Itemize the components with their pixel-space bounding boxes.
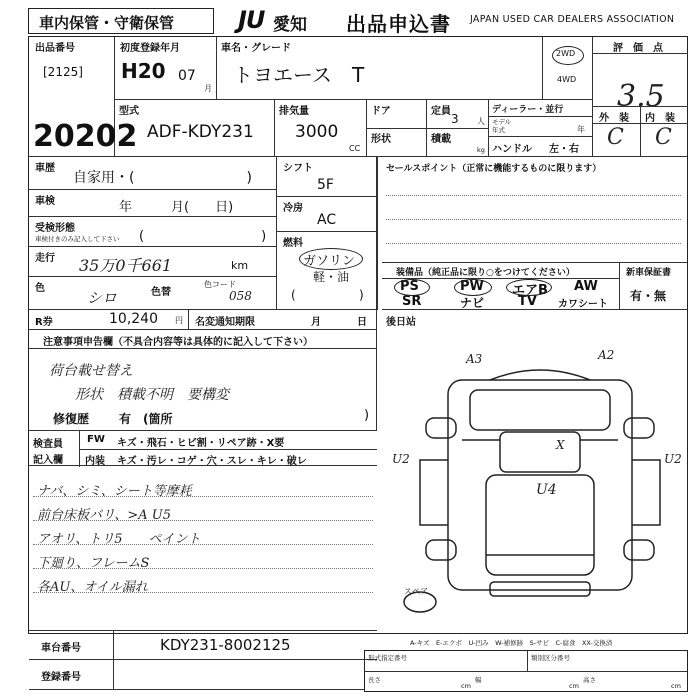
reception-value: ( )	[139, 229, 267, 244]
equipment-label: 装備品（純正品に限り○をつけてください）	[396, 268, 575, 278]
reception-row	[29, 217, 277, 247]
score-label: 評 価 点	[613, 43, 663, 54]
registration-label: 登録番号	[41, 672, 81, 683]
displacement-cell	[275, 100, 367, 157]
ju-logo: JU	[238, 6, 265, 34]
equip-navi: ナビ	[460, 296, 485, 310]
dealer-label: ディーラー・並行	[492, 105, 564, 115]
length-unit: cm	[461, 682, 471, 690]
chassis-value: KDY231-8002125	[160, 636, 291, 654]
aircon-label: 冷房	[283, 203, 303, 214]
color-value: シロ	[87, 289, 118, 307]
model-cell	[115, 100, 275, 157]
model-cert-label: 形式指定番号	[368, 654, 407, 662]
equip-tv: TV	[518, 294, 537, 309]
score-cell	[592, 37, 687, 157]
notes-label: 注意事項申告欄（不具合内容等は具体的に記入して下さい）	[43, 337, 313, 348]
inspection-label: 車検	[35, 196, 55, 207]
score-int-label: 内 装	[645, 113, 675, 124]
hand-note-3: アオリ、トリ5 ペイント	[37, 532, 201, 547]
first-reg-era: H20	[121, 59, 166, 83]
lot-number: 20202	[33, 119, 138, 154]
color-change-label: 色替	[151, 287, 171, 298]
displacement-unit: CC	[349, 144, 361, 153]
warranty-value: 有・無	[630, 289, 667, 303]
inspection-row	[29, 190, 277, 217]
dealer-cell	[489, 100, 592, 157]
rear-seat-label: 後日站	[386, 317, 416, 328]
capacity-value: 3	[451, 112, 459, 126]
category-label: 類別区分番号	[531, 654, 570, 662]
recycle-label: R券	[35, 317, 53, 328]
fuel-paren-close: )	[359, 288, 364, 302]
name-change-month: 月	[311, 317, 321, 328]
displacement-label: 排気量	[279, 106, 309, 117]
width-unit: cm	[569, 682, 579, 690]
color-code-value: 058	[229, 289, 252, 303]
color-code-label: 色コード	[204, 280, 236, 289]
equip-airbag: エアB	[512, 283, 548, 298]
fw-label: FW	[87, 434, 105, 445]
fuel-cell	[277, 232, 377, 310]
fuel-label: 燃料	[283, 238, 303, 249]
year-unit: 年	[577, 125, 585, 134]
fuel-alt: 軽・油	[313, 270, 350, 284]
damage-u2-right: U2	[664, 452, 682, 466]
damage-a2: A2	[598, 348, 615, 362]
notes-line2: 形状 積載不明 要構変	[75, 387, 229, 403]
chassis-label-cell	[29, 630, 114, 660]
fw-values: キズ・飛石・ヒビ割・リペア跡・X要	[117, 438, 285, 449]
warranty-label: 新車保証書	[626, 268, 672, 278]
sales-points-cell	[382, 157, 687, 263]
spare-label: スペア	[404, 587, 428, 596]
capacity-label: 定員	[431, 106, 451, 117]
hand-note-2: 前台床板バリ、>A U5	[37, 508, 171, 523]
equipment-cell	[382, 263, 620, 310]
repair-label: 修復歴	[53, 412, 90, 426]
equip-ps-circle	[394, 279, 430, 296]
fuel-paren: (	[291, 288, 296, 302]
score-value: 3.5	[617, 79, 665, 114]
name-change-day: 日	[357, 317, 367, 328]
first-reg-label: 初度登録年月	[120, 43, 180, 54]
color-label: 色	[35, 283, 45, 294]
color-row	[29, 277, 277, 310]
repair-close: )	[364, 408, 370, 423]
damage-u4: U4	[536, 482, 557, 498]
form-title: 出品申込書	[346, 12, 451, 36]
fuel-oval	[299, 248, 363, 270]
displacement-value: 3000	[295, 122, 339, 142]
equip-leather: カワシート	[558, 299, 608, 310]
load-label: 積載	[431, 134, 451, 145]
vehicle-diagram	[390, 350, 680, 620]
reception-label: 受検形態	[35, 223, 75, 234]
lot-sub: [2125]	[43, 65, 83, 79]
aichi-label: 愛知	[273, 15, 307, 35]
doors-label: ドア	[371, 106, 391, 117]
sales-points-label: セールスポイント（正常に機能するものに限ります）	[386, 164, 602, 174]
four-wd: 4WD	[557, 75, 577, 84]
equip-aw: AW	[574, 279, 598, 294]
model-label: 型式	[119, 106, 139, 117]
interior-label: 内装	[85, 456, 105, 467]
hand-note-4: 下廻り、フレームS	[37, 556, 150, 571]
drive-cell	[542, 37, 592, 100]
inspector-cell	[29, 430, 377, 466]
association-name: JAPAN USED CAR DEALERS ASSOCIATION	[470, 14, 675, 25]
capacity-cell	[427, 100, 489, 157]
model-year-label: モデル 年式	[492, 118, 512, 134]
recycle-unit: 円	[175, 316, 183, 325]
history-row	[29, 157, 277, 190]
fuel-value: ガソリン	[303, 254, 356, 269]
first-reg-cell	[115, 37, 217, 100]
repair-value: 有 (箇所	[119, 412, 173, 426]
mileage-label: 走行	[35, 253, 55, 264]
handle-value: 左・右	[549, 144, 579, 155]
damage-x: X	[556, 438, 565, 452]
mileage-value: 35万0千661	[79, 256, 173, 275]
reception-note: 車検付きのみ記入して下さい	[35, 235, 120, 243]
score-ext: C	[607, 125, 624, 150]
load-unit: kg	[477, 146, 485, 154]
car-name-cell	[217, 37, 542, 100]
length-label: 長さ	[368, 676, 381, 684]
storage-badge	[28, 8, 214, 34]
equip-airbag-circle	[506, 279, 552, 296]
lot-label: 出品番号	[35, 43, 75, 54]
name-change-cell	[189, 310, 377, 330]
capacity-unit: 人	[477, 117, 485, 126]
registration-value-cell	[114, 660, 364, 690]
warranty-cell	[620, 263, 687, 310]
inspector-label1: 検査員	[33, 439, 63, 450]
height-label: 高さ	[583, 676, 596, 684]
history-label: 車歴	[35, 163, 55, 174]
first-reg-month: 07	[178, 68, 196, 84]
height-unit: cm	[671, 682, 681, 690]
notes-cell	[29, 330, 377, 430]
shift-cell	[277, 157, 377, 197]
inspector-label2: 記入欄	[33, 455, 63, 466]
storage-badge-text: 車内保管・守衛保管	[39, 14, 175, 32]
model-value: ADF-KDY231	[147, 122, 254, 142]
doors-cell	[367, 100, 427, 157]
shape-label: 形状	[371, 134, 391, 145]
first-reg-month-unit: 月	[204, 84, 212, 93]
rear-seat-cell	[382, 310, 687, 330]
chassis-label: 車台番号	[41, 643, 81, 654]
equip-sr: SR	[402, 294, 422, 309]
registration-label-cell	[29, 660, 114, 690]
two-wd: 2WD	[556, 49, 576, 58]
recycle-value: 10,240	[109, 311, 158, 327]
car-name-value: トヨエース T	[233, 63, 365, 87]
mileage-unit: km	[231, 259, 249, 272]
car-name-label: 車名・グレード	[221, 43, 291, 54]
score-int: C	[655, 125, 672, 150]
notes-line1: 荷台載せ替え	[49, 363, 133, 379]
damage-u2-left: U2	[392, 452, 410, 466]
aircon-cell	[277, 197, 377, 232]
damage-a3: A3	[466, 352, 483, 366]
aircon-value: AC	[317, 212, 337, 228]
equip-pw: PW	[460, 279, 484, 294]
width-label: 幅	[475, 676, 482, 684]
shift-label: シフト	[283, 163, 313, 174]
name-change-label: 名変通知期限	[195, 317, 255, 328]
chassis-value-cell	[114, 630, 377, 660]
equip-ps: PS	[400, 279, 419, 294]
hand-note-5: 各AU、オイル漏れ	[37, 580, 148, 595]
interior-values: キズ・汚レ・コゲ・穴・スレ・キレ・破レ	[117, 456, 307, 467]
handle-label: ハンドル	[492, 144, 532, 155]
model-cert-box	[364, 650, 688, 692]
damage-legend: A-キズ E-エクボ U-凹み W-補修跡 S-サビ C-腐食 XX-交換済	[410, 639, 613, 647]
recycle-cell	[29, 310, 189, 330]
history-value: 自家用・( )	[73, 170, 252, 186]
shift-value: 5F	[317, 177, 334, 193]
score-ext-label: 外 装	[599, 113, 629, 124]
mileage-row	[29, 247, 277, 277]
handwritten-notes	[29, 466, 377, 616]
hand-note-1: ナバ、シミ、シート等摩耗	[37, 484, 192, 499]
inspection-value: 年 月( 日)	[119, 200, 234, 215]
equip-pw-circle	[454, 279, 492, 296]
